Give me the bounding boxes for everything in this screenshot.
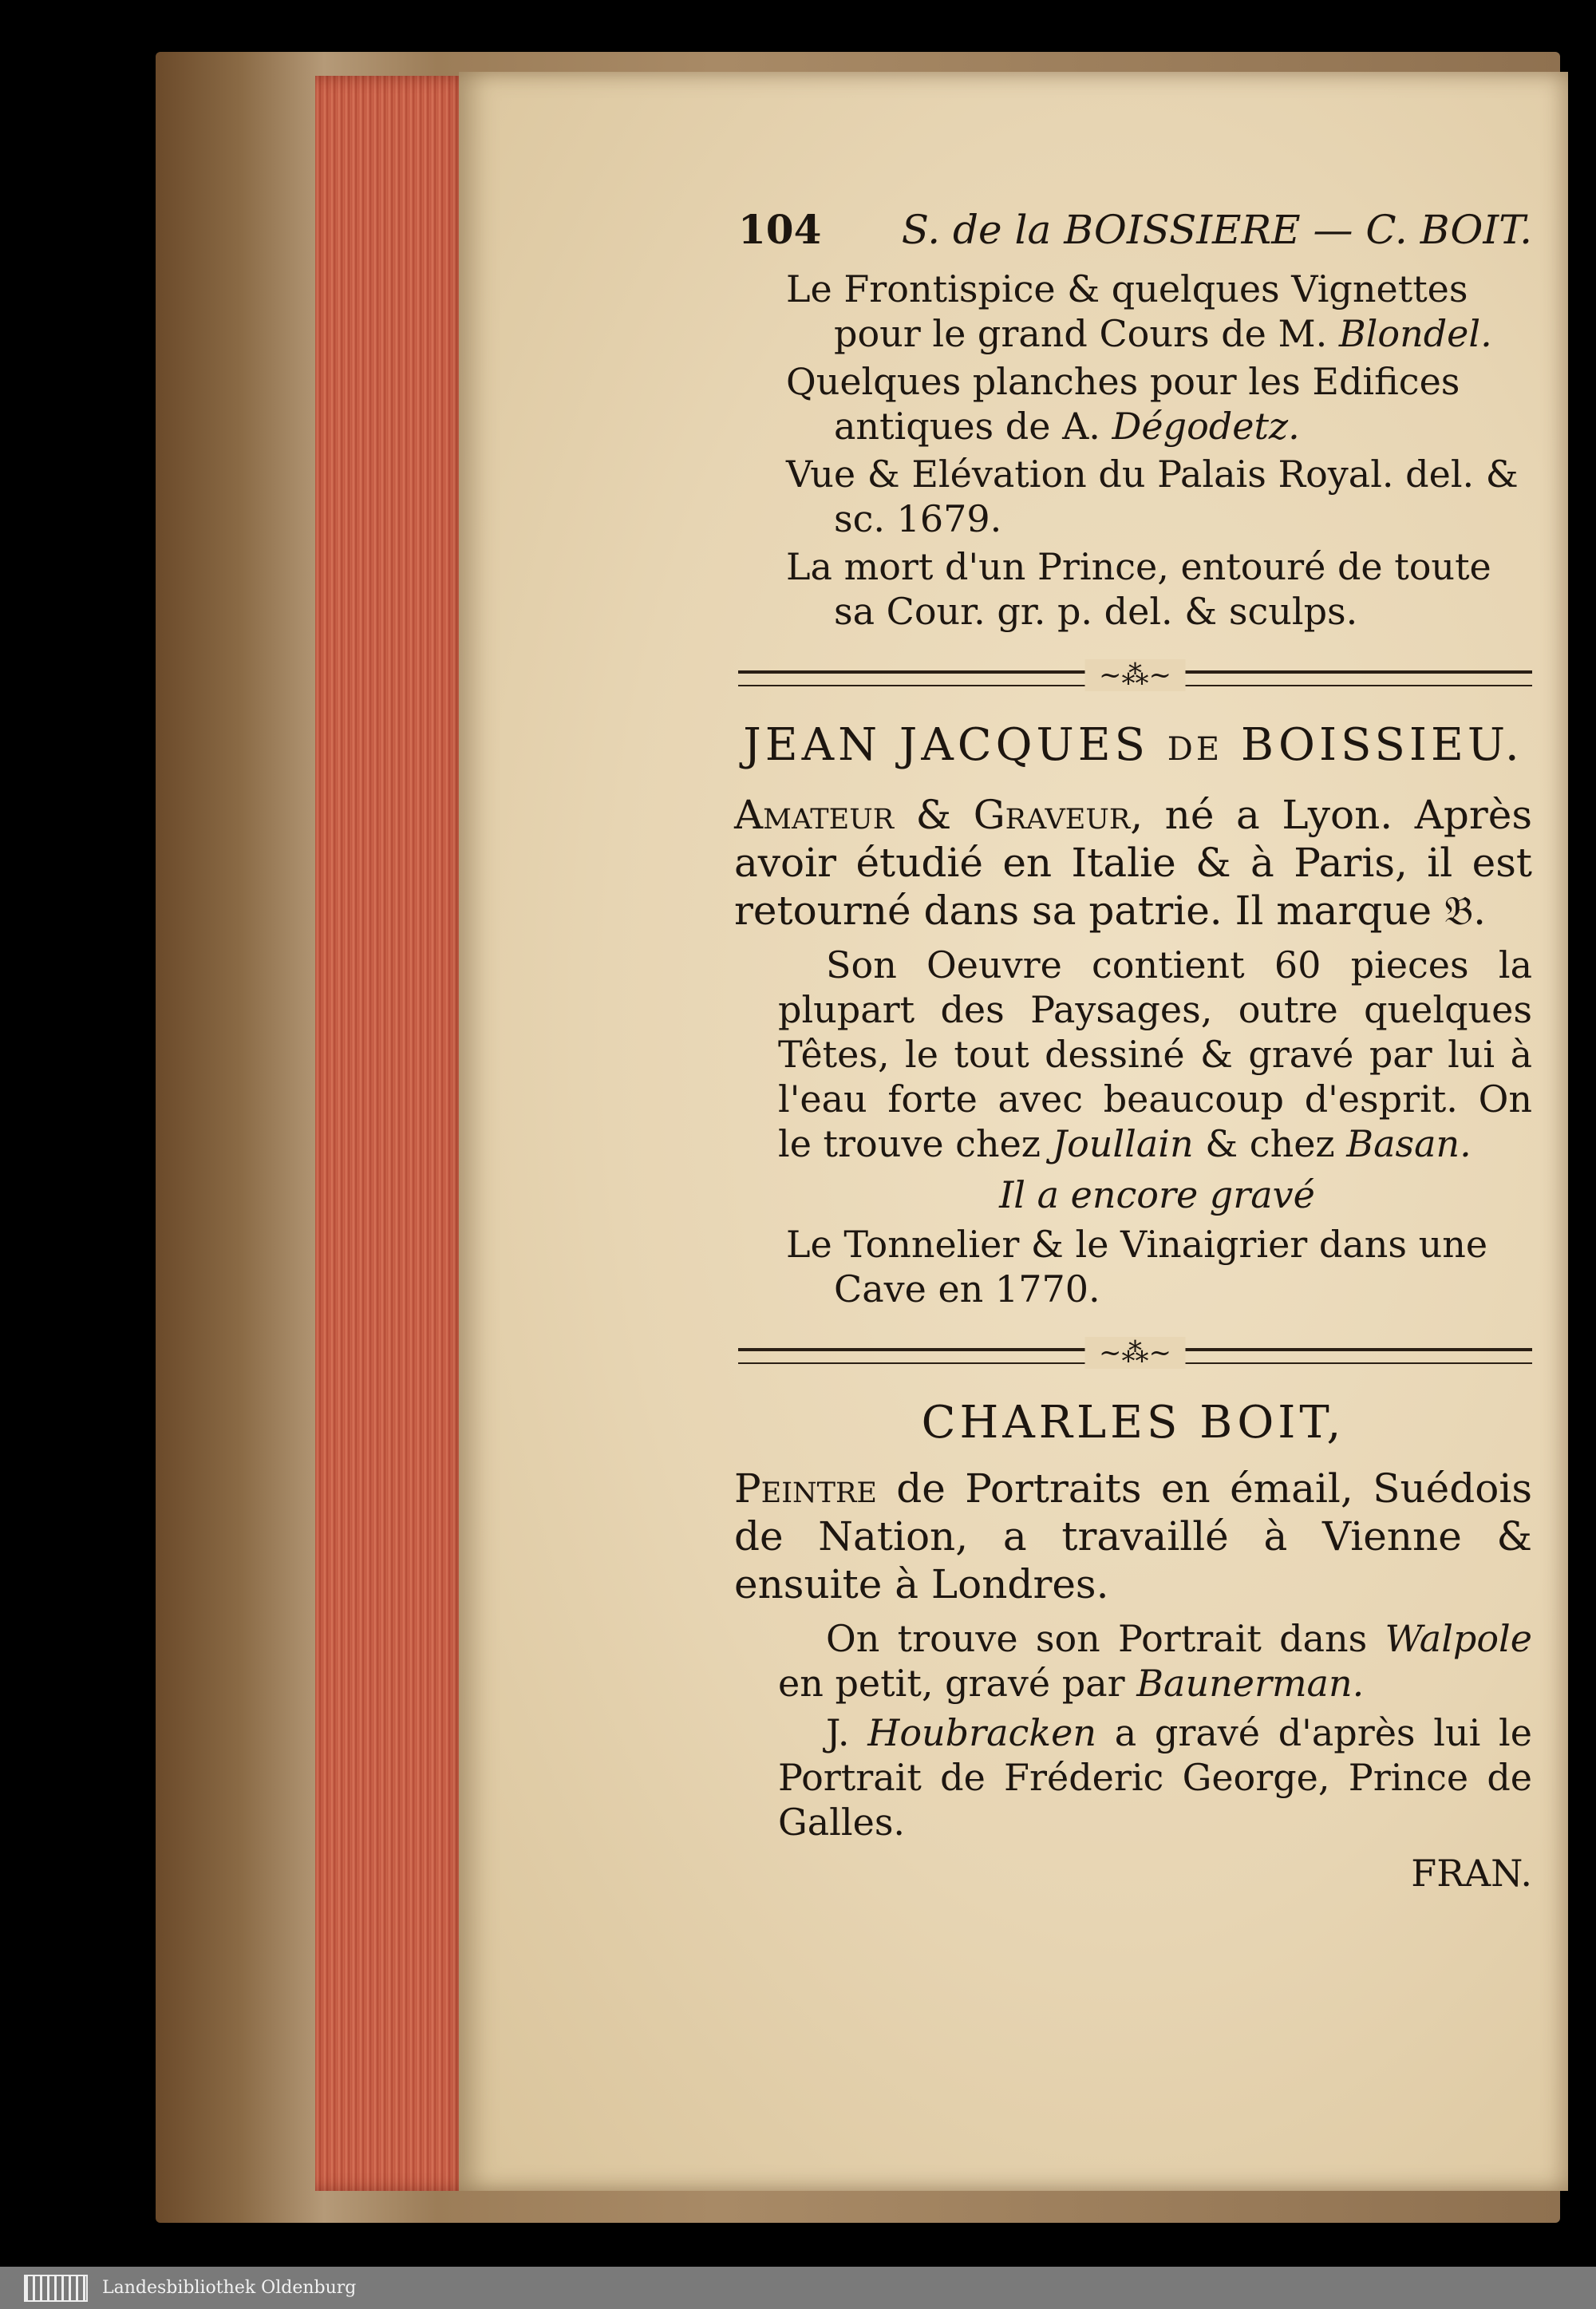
entry: Le Tonnelier & le Vinaigrier dans une Cave en 1770. — [786, 1223, 1488, 1311]
library-footer — [0, 2267, 1596, 2309]
boit-houbracken: J. Houbracken a gravé d'après lui le Portrait de Fréderic George, Prince de Galles. — [778, 1711, 1532, 1844]
catchword: FRAN. — [1411, 1852, 1532, 1895]
entry: La mort d'un Prince, entouré de toute sa Cour. gr. p. del. & sculps. — [786, 545, 1491, 633]
boissieu-oeuvre: Son Oeuvre contient 60 pieces la plupart des Paysages, outre quelques Têtes, le tout dessiné & gravé par lui à l'eau forte avec beaucoup d'esprit. On le trouve chez Joullain & chez Basan. — [778, 943, 1532, 1165]
running-header — [738, 208, 1532, 252]
ornamental-rule: ~⁂~ — [738, 670, 1532, 686]
page-number: 104 — [738, 206, 822, 253]
entry: Vue & Elévation du Palais Royal. del. & sc. 1679. — [786, 453, 1519, 540]
page-text — [734, 208, 1532, 1896]
page-edges — [315, 76, 471, 2191]
boissieu-also: Il a encore gravé — [999, 1173, 1315, 1216]
entry: Le Frontispice & quelques Vignettes pour le grand Cours de M. Blondel. — [786, 267, 1492, 355]
running-title: S. de la BOISSIERE — C. BOIT. — [901, 207, 1532, 253]
ornamental-rule: ~⁂~ — [738, 1348, 1532, 1364]
boit-intro: Peintre de Portraits en émail, Suédois de Nation, a travaillé à Vienne & ensuite à Londres. — [734, 1465, 1532, 1607]
section-title-boissieu: JEAN JACQUES DE BOISSIEU. — [743, 719, 1523, 771]
entry: Quelques planches pour les Edifices antiques de A. Dégodetz. — [786, 360, 1460, 448]
section-title-boit: CHARLES BOIT, — [921, 1397, 1345, 1449]
library-building-icon — [24, 2275, 88, 2302]
boit-portrait: On trouve son Portrait dans Walpole en petit, gravé par Baunerman. — [778, 1617, 1532, 1705]
boissieu-intro: Amateur & Graveur, né a Lyon. Après avoir étudié en Italie & à Paris, il est retourné dans sa patrie. Il marque 𝔅. — [734, 792, 1532, 934]
library-name: Landesbibliothek Oldenburg — [102, 2278, 357, 2298]
